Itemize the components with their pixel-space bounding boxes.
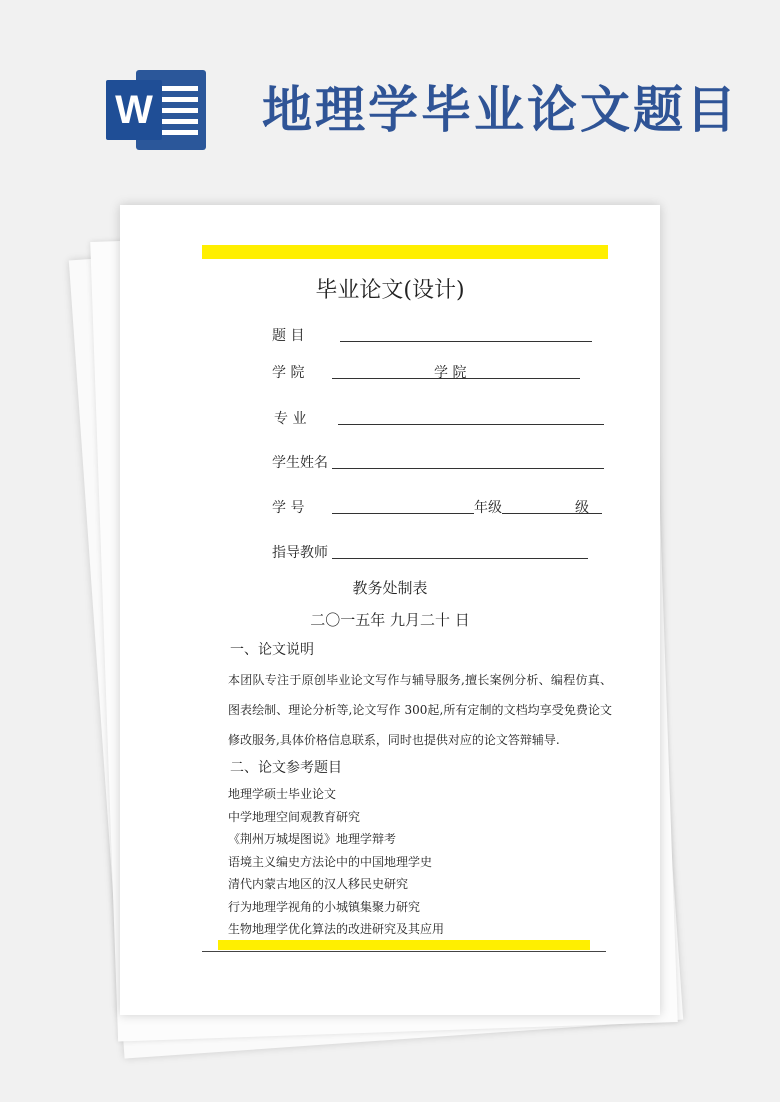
major-label: 专 业	[274, 411, 307, 427]
college-value: 学 院	[434, 365, 467, 381]
college-label: 学 院	[272, 365, 305, 381]
section1-paragraph: 本团队专注于原创毕业论文写作与辅导服务,擅长案例分析、编程仿真、图表绘制、理论分析等,论文写作 300起,所有定制的文档均享受免费论文修改服务,具体价格信息联系，同时也提供对应的论文答辩辅导.	[228, 673, 612, 747]
topic-underline	[340, 341, 592, 342]
document-title: 毕业论文(设计)	[315, 278, 465, 303]
list-item: 行为地理学视角的小城镇集聚力研究	[228, 899, 421, 914]
list-item: 语境主义编史方法论中的中国地理学史	[228, 854, 433, 869]
list-item: 生物地理学优化算法的改进研究及其应用	[228, 922, 445, 936]
document-page	[120, 205, 660, 1015]
list-item: 清代内蒙古地区的汉人移民史研究	[228, 877, 409, 891]
student-name-underline	[332, 468, 604, 469]
section1-title: 一、论文说明	[230, 642, 314, 658]
list-item: 《荆州万城堤图说》地理学辩考	[228, 832, 397, 846]
top-highlight-bar	[202, 245, 608, 259]
advisor-underline	[332, 558, 588, 559]
date-text: 二〇一五年 九月二十 日	[310, 611, 470, 629]
student-name-label: 学生姓名	[272, 455, 328, 471]
issuer-text: 教务处制表	[352, 579, 428, 597]
list-item: 中学地理空间观教育研究	[228, 809, 361, 824]
list-item: 地理学硕士毕业论文	[228, 787, 337, 801]
section2-title: 二、论文参考题目	[230, 760, 342, 776]
major-underline	[338, 424, 604, 425]
topic-list	[228, 783, 444, 941]
student-id-label: 学 号	[272, 500, 305, 516]
grade-label: 年级	[474, 500, 502, 516]
word-icon	[106, 62, 208, 158]
advisor-label: 指导教师	[272, 545, 328, 561]
page-header	[0, 0, 780, 200]
bottom-divider	[202, 951, 606, 952]
student-id-underline	[332, 513, 474, 514]
topic-label: 题 目	[272, 328, 305, 344]
grade-suffix: 级	[575, 500, 589, 516]
word-logo-letter: W	[106, 80, 162, 140]
bottom-highlight-bar	[218, 940, 590, 950]
page-title: 地理学毕业论文题目	[262, 81, 739, 139]
